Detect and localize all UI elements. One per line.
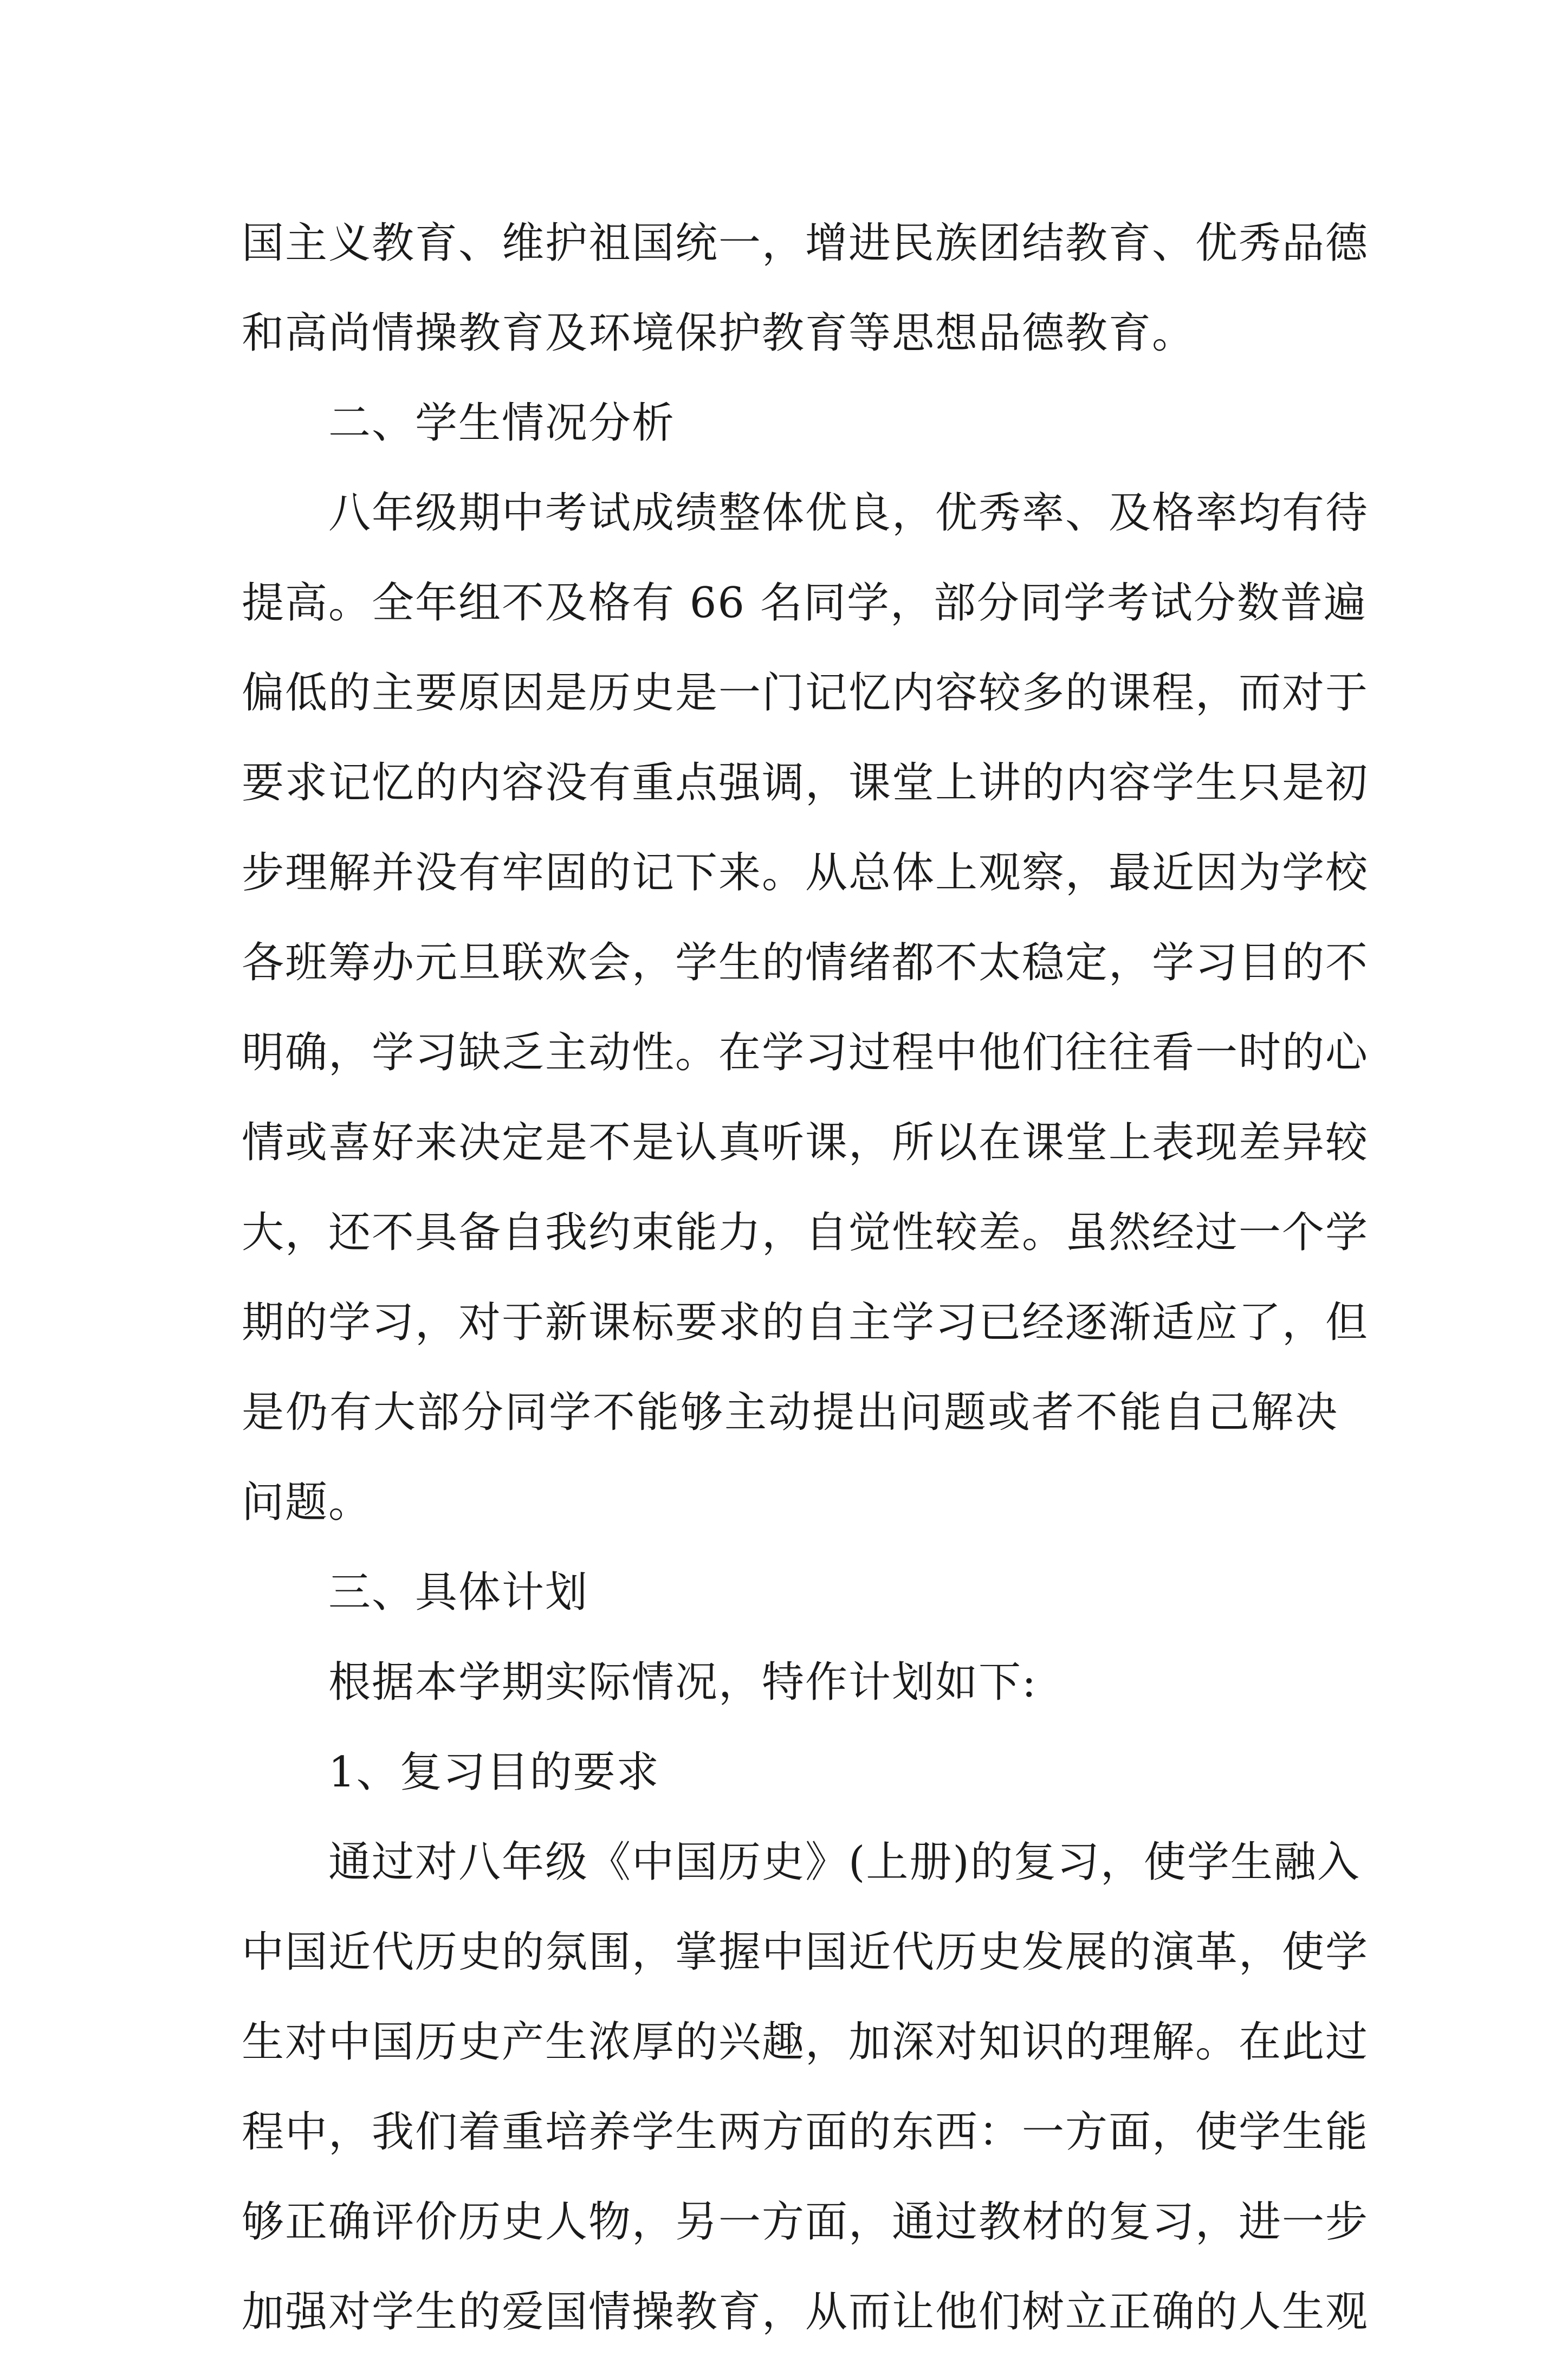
- text-line-24: 加强对学生的爱国情操教育，从而让他们树立正确的人生观: [242, 2288, 1369, 2336]
- text-line-19: 通过对八年级《中国历史》(上册)的复习，使学生融入: [328, 1838, 1360, 1887]
- text-line-07: 要求记忆的内容没有重点强调，课堂上讲的内容学生只是初: [242, 759, 1369, 807]
- text-line-15: 问题。: [242, 1478, 372, 1527]
- text-line-08: 步理解并没有牢固的记下来。从总体上观察，最近因为学校: [242, 849, 1369, 897]
- text-line-02: 和高尚情操教育及环境保护教育等思想品德教育。: [242, 309, 1196, 358]
- text-line-22: 程中，我们着重培养学生两方面的东西：一方面，使学生能: [242, 2108, 1369, 2157]
- text-line-11: 情或喜好来决定是不是认真听课，所以在课堂上表现差异较: [242, 1118, 1369, 1167]
- subsection-heading-review-goals: 1、复习目的要求: [328, 1748, 660, 1797]
- text-line-14: 是仍有大部分同学不能够主动提出问题或者不能自己解决: [242, 1388, 1338, 1437]
- text-line-21: 生对中国历史产生浓厚的兴趣，加深对知识的理解。在此过: [242, 2018, 1369, 2067]
- text-line-17: 根据本学期实际情况，特作计划如下:: [328, 1658, 1038, 1707]
- text-line-01: 国主义教育、维护祖国统一，增进民族团结教育、优秀品德: [242, 219, 1369, 268]
- section-heading-student-analysis: 二、学生情况分析: [328, 399, 676, 448]
- text-line-23: 够正确评价历史人物，另一方面，通过教材的复习，进一步: [242, 2198, 1369, 2246]
- text-line-04: 八年级期中考试成绩整体优良，优秀率、及格率均有待: [328, 489, 1369, 538]
- document-page: [242, 198, 1369, 2357]
- text-line-13: 期的学习，对于新课标要求的自主学习已经逐渐适应了，但: [242, 1298, 1369, 1347]
- section-heading-plan: 三、具体计划: [328, 1568, 589, 1617]
- text-line-12: 大，还不具备自我约束能力，自觉性较差。虽然经过一个学: [242, 1208, 1369, 1257]
- text-line-05: 提高。全年组不及格有 66 名同学，部分同学考试分数普遍: [242, 579, 1367, 627]
- text-line-10: 明确，学习缺乏主动性。在学习过程中他们往往看一时的心: [242, 1028, 1369, 1077]
- text-line-06: 偏低的主要原因是历史是一门记忆内容较多的课程，而对于: [242, 669, 1369, 717]
- text-line-20: 中国近代历史的氛围，掌握中国近代历史发展的演革，使学: [242, 1928, 1369, 1977]
- text-line-09: 各班筹办元旦联欢会，学生的情绪都不太稳定，学习目的不: [242, 938, 1369, 987]
